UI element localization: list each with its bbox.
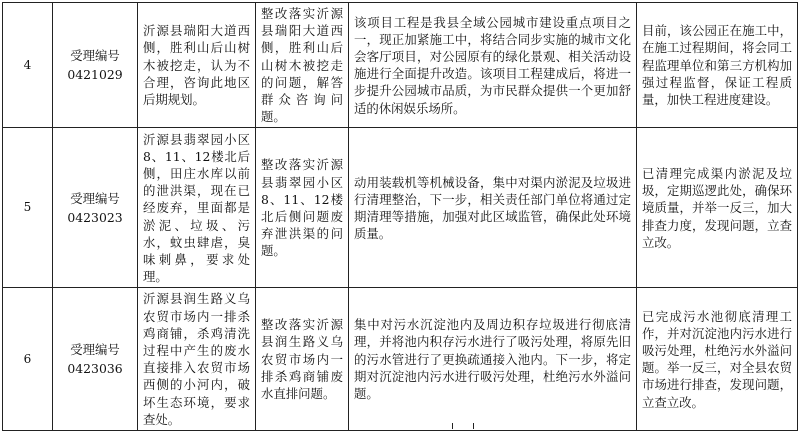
table-row [3,288,798,431]
handling-result-cell [349,128,637,288]
rectification-requirement-cell [256,128,349,288]
rectification-status: 目前，该公园正在施工中，在施工过程期间，将会同工程监理单位和第三方机构加强过程监督，保证工程质量，加快工程进度建设。 [642,23,792,108]
rectification-status-cell [637,288,798,431]
rectification-status: 已完成污水池彻底清理工作，并对沉淀池内污水进行吸污处理，杜绝污水外溢问题。举一反三，对全县农贸市场进行排查，发现问题，立查立改。 [642,308,792,410]
handling-result: 动用装载机等机械设备，集中对渠内淤泥及垃圾进行清理整治，下一步，相关责任部门单位将通过定期清理等措施，加强对此区域监管，确保此处环境质量。 [354,174,631,242]
acceptance-number-label: 受理编号 [70,342,120,358]
handling-result: 集中对污水沉淀池内及周边积存垃圾进行彻底清理，并将池内积存污水进行了吸污处理，将原先旧的污水管进行了更换疏通接入池内。下一步，将定期对沉淀池内污水进行吸污处理，杜绝污水外溢问题。 [354,317,631,402]
complaint-content: 沂源县润生路义乌农贸市场内一排杀鸡商铺，杀鸡清洗过程中产生的废水直接排入农贸市场西侧的小河内，破坏生态环境，要求查处。 [143,291,250,427]
row-number: 5 [3,128,53,288]
complaint-content: 沂源县翡翠园小区8、11、12楼北后侧，田庄水库以前的泄洪渠，现在已经废弃，里面都是淤泥、垃圾、污水，蚊虫肆虐，臭味刺鼻，要求处理。 [143,131,250,285]
complaint-content-cell [138,128,256,288]
rectification-status-cell [637,128,798,288]
table-row [3,3,798,128]
handling-result: 该项目工程是我县全域公园城市建设重点项目之一，现正加紧施工中，将结合同步实施的城市文化会客厅项目，对公园原有的绿化景观、相关活动设施进行全面提升改造。该项目工程建成后，将进一步提升公园城市品质，为市民群众提供一个更加舒适的休闲娱乐场所。 [354,14,631,116]
acceptance-number: 0421029 [67,67,123,83]
rectification-requirement: 整改落实沂源县瑞阳大道西侧，胜利山后山树木被挖走的问题，解答群众咨询问题。 [261,6,343,125]
rectification-status: 已清理完成渠内淤泥及垃圾，定期巡逻此处，确保环境质量，并举一反三，加大排查力度，发现问题，立查立改。 [642,165,792,250]
acceptance-number-cell [53,128,138,288]
acceptance-number-label: 受理编号 [70,48,120,64]
complaint-content-cell [138,3,256,128]
rectification-requirement: 整改落实沂源县翡翠园小区8、11、12楼北后侧问题废弃泄洪渠的问题。 [261,157,343,259]
rectification-requirement-cell [256,288,349,431]
table-row [3,128,798,288]
acceptance-number-cell [53,3,138,128]
acceptance-number-label: 受理编号 [70,190,120,206]
acceptance-number: 0423023 [67,209,123,225]
complaint-table [2,2,798,431]
table-continuation-mark [452,423,474,429]
row-number: 4 [3,3,53,128]
rectification-requirement-cell [256,3,349,128]
handling-result-cell [349,3,637,128]
complaint-content-cell [138,288,256,431]
handling-result-cell [349,288,637,431]
acceptance-number: 0423036 [67,361,123,377]
rectification-requirement: 整改落实沂源县润生路义乌农贸市场内一排杀鸡商铺废水直排问题。 [261,317,343,402]
rectification-status-cell [637,3,798,128]
complaint-content: 沂源县瑞阳大道西侧，胜利山后山树木被挖走，认为不合理，咨询此地区后期规划。 [143,23,250,108]
acceptance-number-cell [53,288,138,431]
row-number: 6 [3,288,53,431]
